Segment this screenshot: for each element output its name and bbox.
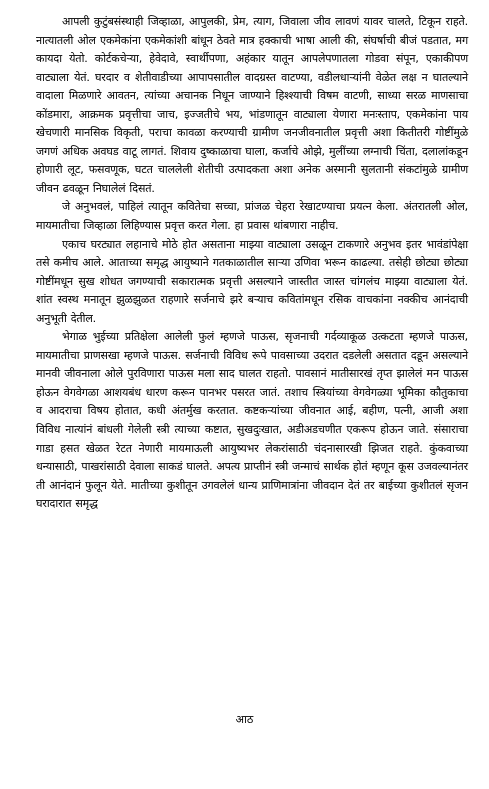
paragraph-3: एकाच घरट्यात लहानाचे मोठे होत असताना माझ्या वाट्याला उसळून टाकणारे अनुभव इतर भावंडांपेक्षा तसे कमीच आले. आताच्या समृद्ध आयुष्याने गतकाळातील साऱ्या उणिवा भरून काढल्या. तसेही छोट्या छोट्या गोष्टींमधून सुख शोधत जगण्याची सकारात्मक प्रवृत्ती असल्याने जास्तीत जास्त चांगलंच माझ्या वाट्याला येतं. शांत स्वस्थ मनातून झुळझुळत राहणारे सर्जनाचे झरे बऱ्याच कवितांमधून रसिक वाचकांना नक्कीच आनंदाची अनुभूती देतील. <box>36 237 468 325</box>
paragraph-2: जे अनुभवलं, पाहिलं त्यातून कवितेचा सच्चा, प्रांजळ चेहरा रेखाटण्याचा प्रयत्न केला. अंतरातली ओल, मायमातीचा जिव्हाळा लिहिण्यास प्रवृत्त करत गेला. हा प्रवास थांबणारा नाहीच. <box>36 200 468 233</box>
page-number: आठ <box>235 713 254 726</box>
paragraph-1: आपली कुटुंबसंस्थाही जिव्हाळा, आपुलकी, प्रेम, त्याग, जिवाला जीव लावणं यावर चालते, टिकून राहते. नात्यातली ओल एकमेकांना एकमेकांशी बांधून ठेवते मात्र हक्काची भाषा आली की, संघर्षाची बीजं पडतात, मग कायदा येतो. कोर्टकचेऱ्या, हेवेदावे, स्वार्थीपणा, अहंकार यातून आपलेपणातला गोडवा संपून, एकाकीपण वाट्याला येतं. घरदार व शेतीवाडीच्या आपापसातील वादग्रस्त वाटण्या, वडीलधाऱ्यांनी वेळेत लक्ष न घातल्याने वादाला मिळणारे आवतन, त्यांच्या अचानक निधून जाण्याने हिश्श्याची विषम वाटणी, साध्या सरळ माणसाचा कोंडमारा, आक्रमक प्रवृत्तीचा जाच, इज्जतीचे भय, भांडणातून वाट्याला येणारा मनःस्ताप, एकमेकांना पाय खेचणारी मानसिक विकृती, पराचा कावळा करण्याची ग्रामीण जनजीवनातील प्रवृत्ती अशा कितीतरी गोष्टींमुळे जगणं अधिक अवघड वाटू लागतं. शिवाय दुष्काळाचा घाला, कर्जाचे ओझे, मुलींच्या लग्नाची चिंता, दलालांकडून होणारी लूट, फसवणूक, घटत चाललेली शेतीची उत्पादकता अशा अनेक अस्मानी सुलतानी संकटांमुळे ग्रामीण जीवन ढवळून निघालेलं दिसतं. <box>36 15 468 195</box>
paragraph-4: भेगाळ भुईच्या प्रतिक्षेला आलेली फुलं म्हणजे पाऊस, सृजनाची गर्दव्याकूळ उत्कटता म्हणजे पाऊस, मायमातीचा प्राणसखा म्हणजे पाऊस. सर्जनाची विविध रूपे पावसाच्या उदरात दडलेली असतात दडून असल्याने मानवी जीवनाला ओले पुरविणारा पाऊस मला साद घालत राहतो. पावसानं मातीसारखं तृप्त झालेलं मन पाऊस होऊन वेगवेगळा आशयबंध धारण करून पानभर पसरत जातं. तशाच स्त्रियांच्या वेगवेगळ्या भूमिका कौतुकाचा व आदराचा विषय होतात, कधी अंतर्मुख करतात. कष्टकऱ्यांच्या जीवनात आई, बहीण, पत्नी, आजी अशा विविध नात्यांनं बांधली गेलेली स्त्री त्याच्या कष्टात, सुखदुःखात, अडीअडचणीत एकरूप होऊन जाते. संसाराचा गाडा हसत खेळत रेटत नेणारी मायमाऊली आयुष्यभर लेकरांसाठी चंदनासारखी झिजत राहते. कुंकवाच्या धन्यासाठी, पाखरांसाठी देवाला साकडं घालते. अपत्य प्राप्तीनं स्त्री जन्माचं सार्थक होतं म्हणून कूस उजवल्यानंतर ती आनंदानं फुलून येते. मातीच्या कुशीतून उगवलेलं धान्य प्राणिमात्रांना जीवदान देतं तर बाईच्या कुशीतलं सृजन घरादारात समृद्ध <box>36 330 468 511</box>
document-body <box>36 13 468 514</box>
